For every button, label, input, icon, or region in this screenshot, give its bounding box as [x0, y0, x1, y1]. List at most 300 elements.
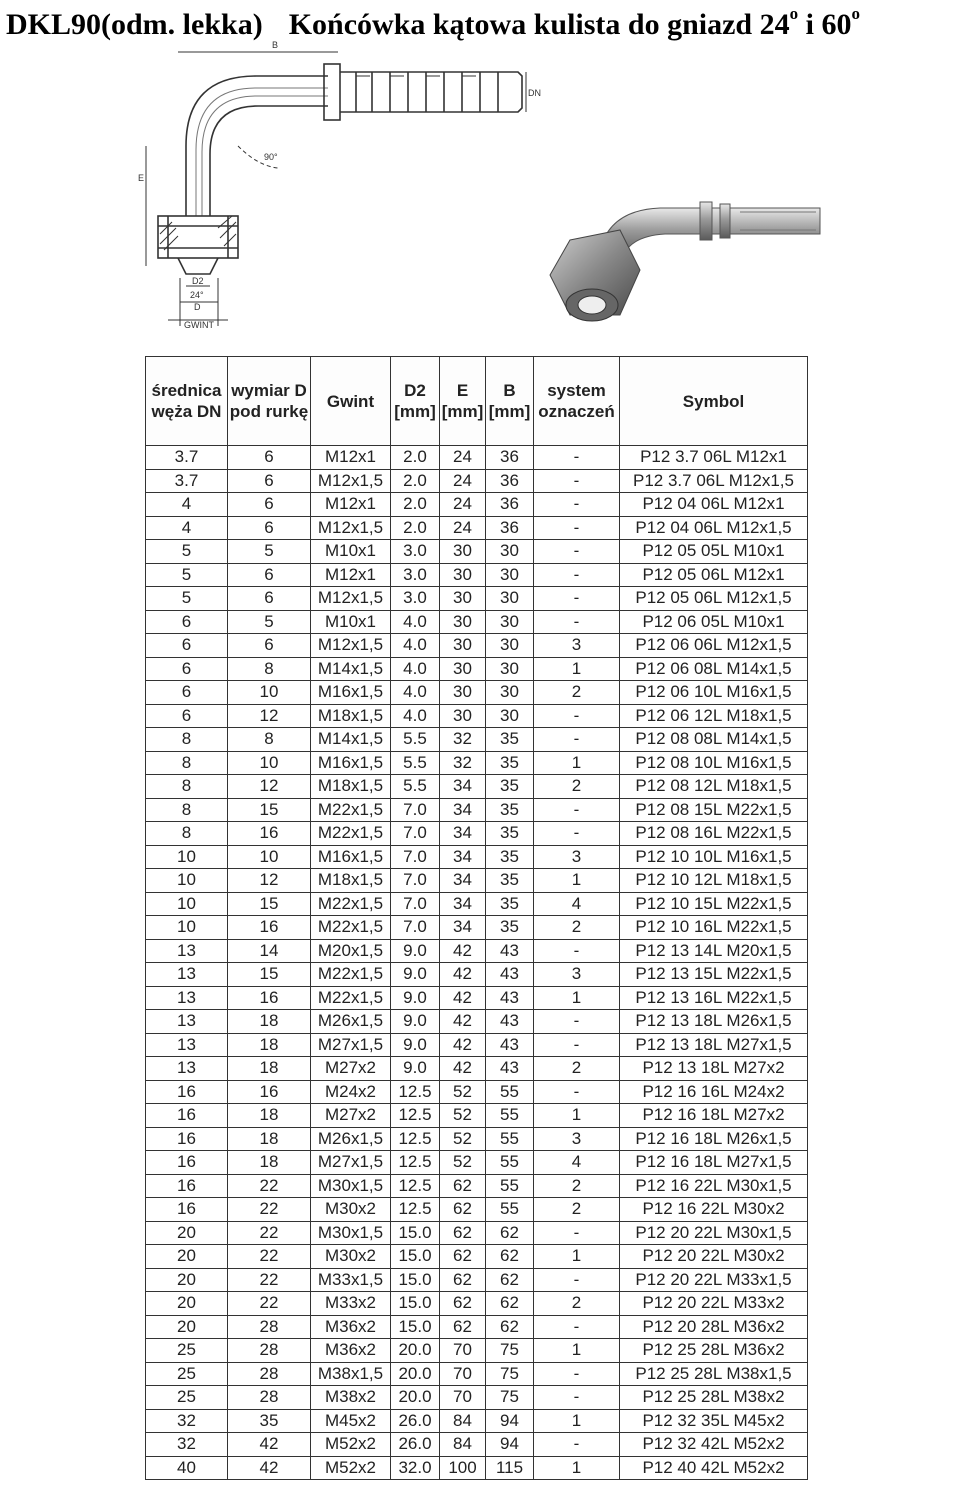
cell-dn: 20	[146, 1315, 228, 1339]
cell-system: -	[534, 469, 620, 493]
cell-d: 10	[228, 751, 311, 775]
cell-d: 42	[228, 1456, 311, 1480]
col-header-dn: średnica węża DN	[146, 357, 228, 446]
cell-d2: 20.0	[391, 1339, 440, 1363]
cell-dn: 3.7	[146, 469, 228, 493]
cell-system: -	[534, 446, 620, 470]
cell-d: 10	[228, 681, 311, 705]
cell-b: 62	[486, 1245, 534, 1269]
cell-dn: 16	[146, 1080, 228, 1104]
cell-system: -	[534, 610, 620, 634]
cell-d2: 20.0	[391, 1362, 440, 1386]
fitting-photo	[530, 190, 830, 340]
cell-e: 62	[440, 1315, 486, 1339]
cell-dn: 13	[146, 963, 228, 987]
cell-gwint: M27x2	[311, 1104, 391, 1128]
table-row	[146, 587, 808, 611]
cell-system: -	[534, 1362, 620, 1386]
cell-d: 6	[228, 493, 311, 517]
cell-gwint: M27x2	[311, 1057, 391, 1081]
cell-system: -	[534, 704, 620, 728]
cell-d2: 9.0	[391, 986, 440, 1010]
table-row	[146, 1409, 808, 1433]
cell-symbol: P12 16 16L M24x2	[620, 1080, 808, 1104]
cell-d: 22	[228, 1174, 311, 1198]
cell-e: 34	[440, 775, 486, 799]
table-row	[146, 446, 808, 470]
cell-d2: 12.5	[391, 1198, 440, 1222]
cell-system: 2	[534, 775, 620, 799]
cell-d: 12	[228, 775, 311, 799]
cell-d2: 26.0	[391, 1409, 440, 1433]
cell-gwint: M22x1,5	[311, 822, 391, 846]
degree-mark: o	[851, 4, 860, 23]
table-row	[146, 751, 808, 775]
cell-d: 15	[228, 798, 311, 822]
cell-symbol: P12 13 16L M22x1,5	[620, 986, 808, 1010]
table-row	[146, 845, 808, 869]
cell-symbol: P12 20 22L M30x2	[620, 1245, 808, 1269]
cell-d: 16	[228, 986, 311, 1010]
cell-gwint: M12x1,5	[311, 587, 391, 611]
cell-e: 62	[440, 1245, 486, 1269]
cell-d2: 3.0	[391, 540, 440, 564]
cell-b: 30	[486, 681, 534, 705]
cell-d: 6	[228, 446, 311, 470]
cell-b: 35	[486, 728, 534, 752]
cell-system: 1	[534, 986, 620, 1010]
table-row	[146, 963, 808, 987]
table-row	[146, 1010, 808, 1034]
cell-b: 75	[486, 1386, 534, 1410]
cell-d2: 12.5	[391, 1127, 440, 1151]
cell-d: 6	[228, 634, 311, 658]
cell-symbol: P12 10 10L M16x1,5	[620, 845, 808, 869]
cell-d: 28	[228, 1315, 311, 1339]
cell-d: 15	[228, 963, 311, 987]
cell-b: 35	[486, 892, 534, 916]
cell-e: 84	[440, 1409, 486, 1433]
cell-dn: 5	[146, 540, 228, 564]
cell-gwint: M38x2	[311, 1386, 391, 1410]
cell-symbol: P12 08 16L M22x1,5	[620, 822, 808, 846]
cell-e: 42	[440, 1010, 486, 1034]
cell-e: 32	[440, 728, 486, 752]
cell-d: 5	[228, 540, 311, 564]
cell-gwint: M22x1,5	[311, 798, 391, 822]
cell-e: 70	[440, 1339, 486, 1363]
cell-system: -	[534, 1221, 620, 1245]
cell-d2: 4.0	[391, 657, 440, 681]
cell-gwint: M52x2	[311, 1456, 391, 1480]
cell-system: 3	[534, 963, 620, 987]
table-row	[146, 1104, 808, 1128]
cell-b: 36	[486, 493, 534, 517]
cell-e: 30	[440, 634, 486, 658]
cell-system: 2	[534, 1057, 620, 1081]
cell-e: 24	[440, 516, 486, 540]
col-header-d2: D2 [mm]	[391, 357, 440, 446]
table-row	[146, 469, 808, 493]
cell-dn: 16	[146, 1174, 228, 1198]
cell-symbol: P12 10 12L M18x1,5	[620, 869, 808, 893]
cell-e: 62	[440, 1221, 486, 1245]
cell-system: -	[534, 540, 620, 564]
cell-gwint: M45x2	[311, 1409, 391, 1433]
cell-d2: 2.0	[391, 446, 440, 470]
cell-b: 43	[486, 1033, 534, 1057]
cell-symbol: P12 40 42L M52x2	[620, 1456, 808, 1480]
table-row	[146, 1292, 808, 1316]
dim-label-d2: D2	[192, 276, 204, 286]
cell-b: 30	[486, 540, 534, 564]
cell-b: 30	[486, 634, 534, 658]
cell-d2: 2.0	[391, 493, 440, 517]
cell-gwint: M22x1,5	[311, 892, 391, 916]
cell-b: 94	[486, 1409, 534, 1433]
cell-symbol: P12 08 10L M16x1,5	[620, 751, 808, 775]
cell-gwint: M36x2	[311, 1315, 391, 1339]
table-row	[146, 704, 808, 728]
cell-symbol: P12 13 18L M27x2	[620, 1057, 808, 1081]
cell-symbol: P12 10 15L M22x1,5	[620, 892, 808, 916]
cell-gwint: M12x1	[311, 563, 391, 587]
cell-dn: 13	[146, 1033, 228, 1057]
cell-e: 30	[440, 704, 486, 728]
col-header-gwint: Gwint	[311, 357, 391, 446]
cell-dn: 20	[146, 1221, 228, 1245]
cell-d2: 15.0	[391, 1268, 440, 1292]
cell-d: 35	[228, 1409, 311, 1433]
cell-e: 52	[440, 1080, 486, 1104]
dim-label-dn: DN	[528, 88, 541, 98]
cell-symbol: P12 06 06L M12x1,5	[620, 634, 808, 658]
cell-dn: 6	[146, 634, 228, 658]
cell-gwint: M20x1,5	[311, 939, 391, 963]
cell-system: -	[534, 1315, 620, 1339]
cell-d: 8	[228, 657, 311, 681]
cell-symbol: P12 16 22L M30x1,5	[620, 1174, 808, 1198]
cell-b: 43	[486, 1057, 534, 1081]
table-row	[146, 1315, 808, 1339]
table-row	[146, 986, 808, 1010]
cell-gwint: M30x1,5	[311, 1174, 391, 1198]
cell-e: 34	[440, 798, 486, 822]
cell-e: 100	[440, 1456, 486, 1480]
cell-d2: 12.5	[391, 1174, 440, 1198]
cell-dn: 40	[146, 1456, 228, 1480]
cell-symbol: P12 20 22L M33x1,5	[620, 1268, 808, 1292]
cell-b: 35	[486, 869, 534, 893]
cell-e: 32	[440, 751, 486, 775]
cell-dn: 4	[146, 493, 228, 517]
cell-symbol: P12 08 12L M18x1,5	[620, 775, 808, 799]
cell-dn: 10	[146, 916, 228, 940]
cell-gwint: M27x1,5	[311, 1151, 391, 1175]
cell-d2: 9.0	[391, 963, 440, 987]
cell-d: 8	[228, 728, 311, 752]
cell-d: 18	[228, 1010, 311, 1034]
cell-gwint: M16x1,5	[311, 751, 391, 775]
cell-d2: 26.0	[391, 1433, 440, 1457]
table-row	[146, 493, 808, 517]
cell-dn: 8	[146, 751, 228, 775]
cell-e: 30	[440, 657, 486, 681]
table-row	[146, 916, 808, 940]
cell-e: 42	[440, 1057, 486, 1081]
cell-b: 35	[486, 822, 534, 846]
table-row	[146, 869, 808, 893]
cell-gwint: M26x1,5	[311, 1127, 391, 1151]
table-row	[146, 1080, 808, 1104]
cell-symbol: P12 13 14L M20x1,5	[620, 939, 808, 963]
cell-b: 55	[486, 1151, 534, 1175]
cell-e: 24	[440, 469, 486, 493]
cell-symbol: P12 20 22L M30x1,5	[620, 1221, 808, 1245]
col-header-symbol: Symbol	[620, 357, 808, 446]
spec-table	[145, 356, 808, 1480]
cell-symbol: P12 08 08L M14x1,5	[620, 728, 808, 752]
dim-label-gwint: GWINT	[184, 320, 214, 330]
cell-symbol: P12 25 28L M38x1,5	[620, 1362, 808, 1386]
cell-b: 36	[486, 446, 534, 470]
cell-dn: 8	[146, 822, 228, 846]
table-row	[146, 1127, 808, 1151]
degree-mark: o	[789, 4, 799, 23]
cell-b: 30	[486, 657, 534, 681]
cell-dn: 13	[146, 1010, 228, 1034]
cell-symbol: P12 06 12L M18x1,5	[620, 704, 808, 728]
table-row	[146, 798, 808, 822]
cell-dn: 32	[146, 1409, 228, 1433]
cell-d2: 5.5	[391, 728, 440, 752]
cell-dn: 3.7	[146, 446, 228, 470]
cell-symbol: P12 05 06L M12x1	[620, 563, 808, 587]
cell-symbol: P12 08 15L M22x1,5	[620, 798, 808, 822]
cell-gwint: M18x1,5	[311, 869, 391, 893]
cell-d: 14	[228, 939, 311, 963]
cell-d: 16	[228, 916, 311, 940]
cell-symbol: P12 20 22L M33x2	[620, 1292, 808, 1316]
table-row	[146, 1245, 808, 1269]
title-product-code: DKL90(odm. lekka)	[6, 8, 263, 41]
cell-e: 30	[440, 563, 486, 587]
dim-label-e: E	[138, 173, 145, 183]
cell-system: 2	[534, 916, 620, 940]
table-row	[146, 1433, 808, 1457]
cell-dn: 5	[146, 587, 228, 611]
cell-e: 30	[440, 540, 486, 564]
cell-system: 2	[534, 1174, 620, 1198]
cell-symbol: P12 16 18L M27x1,5	[620, 1151, 808, 1175]
col-header-b: B [mm]	[486, 357, 534, 446]
cell-d2: 4.0	[391, 610, 440, 634]
cell-e: 84	[440, 1433, 486, 1457]
cell-d: 18	[228, 1057, 311, 1081]
cell-system: -	[534, 516, 620, 540]
cell-b: 55	[486, 1080, 534, 1104]
table-row	[146, 775, 808, 799]
cell-symbol: P12 06 08L M14x1,5	[620, 657, 808, 681]
cell-symbol: P12 25 28L M36x2	[620, 1339, 808, 1363]
cell-dn: 10	[146, 845, 228, 869]
table-row	[146, 822, 808, 846]
cell-system: 1	[534, 657, 620, 681]
col-header-e: E [mm]	[440, 357, 486, 446]
cell-d2: 7.0	[391, 845, 440, 869]
cell-e: 62	[440, 1198, 486, 1222]
cell-dn: 4	[146, 516, 228, 540]
cell-dn: 16	[146, 1151, 228, 1175]
cell-symbol: P12 16 22L M30x2	[620, 1198, 808, 1222]
cell-b: 55	[486, 1104, 534, 1128]
cell-dn: 6	[146, 704, 228, 728]
cell-symbol: P12 13 18L M26x1,5	[620, 1010, 808, 1034]
cell-symbol: P12 04 06L M12x1	[620, 493, 808, 517]
cell-system: 2	[534, 1198, 620, 1222]
cell-b: 55	[486, 1127, 534, 1151]
table-row	[146, 1033, 808, 1057]
cell-symbol: P12 20 28L M36x2	[620, 1315, 808, 1339]
cell-symbol: P12 32 35L M45x2	[620, 1409, 808, 1433]
cell-d2: 7.0	[391, 798, 440, 822]
cell-e: 34	[440, 845, 486, 869]
cell-d: 28	[228, 1362, 311, 1386]
cell-e: 30	[440, 610, 486, 634]
cell-d: 22	[228, 1292, 311, 1316]
cell-d2: 12.5	[391, 1151, 440, 1175]
cell-system: -	[534, 1268, 620, 1292]
cell-b: 75	[486, 1339, 534, 1363]
cell-dn: 6	[146, 657, 228, 681]
cell-symbol: P12 06 05L M10x1	[620, 610, 808, 634]
cell-d2: 32.0	[391, 1456, 440, 1480]
cell-symbol: P12 04 06L M12x1,5	[620, 516, 808, 540]
cell-system: 1	[534, 751, 620, 775]
table-row	[146, 1268, 808, 1292]
table-row	[146, 610, 808, 634]
cell-b: 55	[486, 1198, 534, 1222]
cell-d: 6	[228, 563, 311, 587]
cell-b: 75	[486, 1362, 534, 1386]
cell-symbol: P12 05 05L M10x1	[620, 540, 808, 564]
cell-d2: 4.0	[391, 634, 440, 658]
cell-e: 42	[440, 1033, 486, 1057]
cell-gwint: M30x2	[311, 1198, 391, 1222]
cell-dn: 8	[146, 798, 228, 822]
cell-symbol: P12 13 18L M27x1,5	[620, 1033, 808, 1057]
cell-d2: 20.0	[391, 1386, 440, 1410]
cell-d: 18	[228, 1127, 311, 1151]
cell-system: 2	[534, 1292, 620, 1316]
title-description: Końcówka kątowa kulista do gniazd 24	[288, 8, 790, 41]
table-row	[146, 1151, 808, 1175]
cell-gwint: M26x1,5	[311, 1010, 391, 1034]
cell-d2: 9.0	[391, 1033, 440, 1057]
cell-gwint: M12x1	[311, 446, 391, 470]
cell-e: 70	[440, 1386, 486, 1410]
cell-d: 16	[228, 1080, 311, 1104]
cell-d2: 4.0	[391, 704, 440, 728]
cell-d: 6	[228, 469, 311, 493]
cell-d2: 7.0	[391, 869, 440, 893]
cell-gwint: M10x1	[311, 610, 391, 634]
cell-system: -	[534, 493, 620, 517]
cell-d: 28	[228, 1339, 311, 1363]
cell-gwint: M24x2	[311, 1080, 391, 1104]
cell-gwint: M33x1,5	[311, 1268, 391, 1292]
cell-b: 115	[486, 1456, 534, 1480]
table-row	[146, 1221, 808, 1245]
cell-system: -	[534, 728, 620, 752]
cell-d2: 15.0	[391, 1221, 440, 1245]
table-row	[146, 892, 808, 916]
cell-d: 5	[228, 610, 311, 634]
cell-gwint: M16x1,5	[311, 845, 391, 869]
cell-b: 30	[486, 704, 534, 728]
cell-system: -	[534, 939, 620, 963]
cell-d2: 3.0	[391, 563, 440, 587]
cell-dn: 16	[146, 1127, 228, 1151]
cell-system: 3	[534, 845, 620, 869]
cell-d: 22	[228, 1221, 311, 1245]
table-row	[146, 1362, 808, 1386]
cell-b: 43	[486, 986, 534, 1010]
cell-b: 43	[486, 1010, 534, 1034]
cell-symbol: P12 16 18L M27x2	[620, 1104, 808, 1128]
cell-system: -	[534, 587, 620, 611]
title-conjunction: i 60	[798, 8, 852, 41]
cell-d: 18	[228, 1151, 311, 1175]
table-row	[146, 1198, 808, 1222]
cell-e: 70	[440, 1362, 486, 1386]
cell-e: 34	[440, 822, 486, 846]
cell-d2: 12.5	[391, 1080, 440, 1104]
cell-gwint: M38x1,5	[311, 1362, 391, 1386]
table-row	[146, 728, 808, 752]
cell-d2: 2.0	[391, 469, 440, 493]
cell-system: 2	[534, 681, 620, 705]
cell-system: -	[534, 1080, 620, 1104]
cell-b: 30	[486, 563, 534, 587]
table-row	[146, 540, 808, 564]
cell-symbol: P12 06 10L M16x1,5	[620, 681, 808, 705]
cell-d: 6	[228, 516, 311, 540]
cell-d: 10	[228, 845, 311, 869]
cell-dn: 25	[146, 1339, 228, 1363]
cell-d2: 4.0	[391, 681, 440, 705]
cell-gwint: M52x2	[311, 1433, 391, 1457]
cell-e: 52	[440, 1151, 486, 1175]
cell-gwint: M22x1,5	[311, 986, 391, 1010]
cell-e: 62	[440, 1268, 486, 1292]
cell-d2: 7.0	[391, 916, 440, 940]
cell-dn: 20	[146, 1292, 228, 1316]
cell-symbol: P12 13 15L M22x1,5	[620, 963, 808, 987]
cell-d: 42	[228, 1433, 311, 1457]
cell-d2: 12.5	[391, 1104, 440, 1128]
cell-gwint: M12x1,5	[311, 469, 391, 493]
dim-label-angle90: 90°	[264, 152, 278, 162]
cell-system: 1	[534, 1339, 620, 1363]
dim-label-angle24: 24°	[190, 290, 204, 300]
cell-d: 28	[228, 1386, 311, 1410]
cell-system: 1	[534, 1104, 620, 1128]
cell-dn: 16	[146, 1104, 228, 1128]
cell-b: 35	[486, 916, 534, 940]
cell-dn: 8	[146, 775, 228, 799]
cell-e: 34	[440, 892, 486, 916]
